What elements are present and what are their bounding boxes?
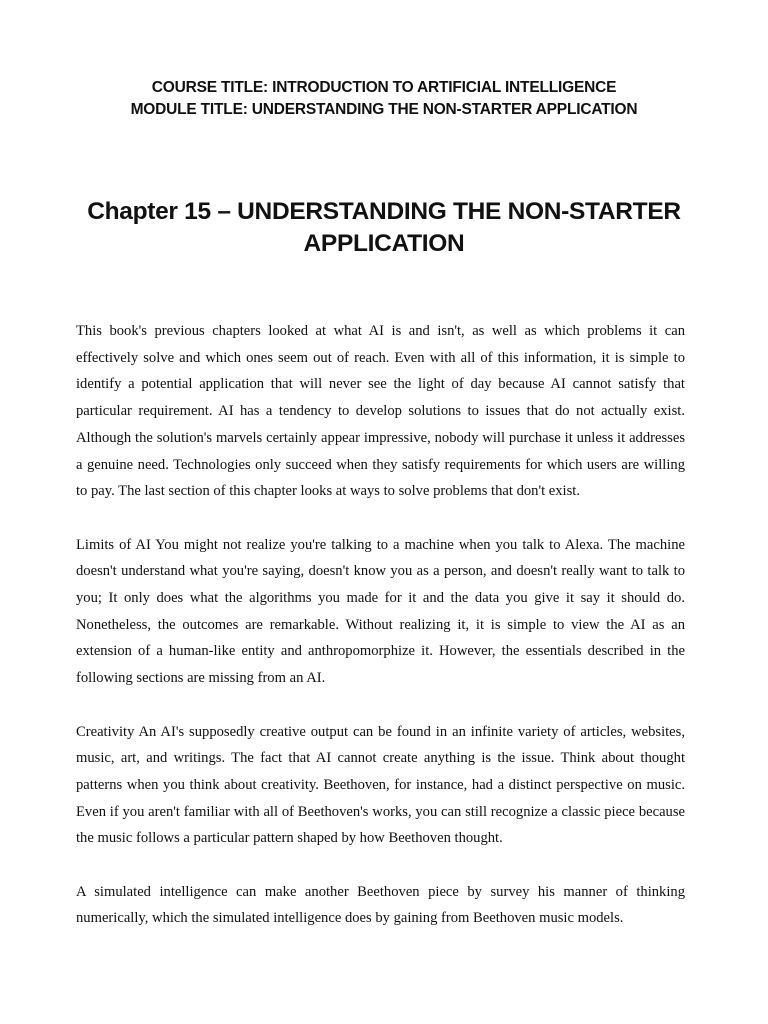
chapter-title: Chapter 15 – UNDERSTANDING THE NON-STARTER APPLICATION [87, 198, 681, 257]
paragraph-intro: This book's previous chapters looked at what AI is and isn't, as well as which problems it can effectively solve and which ones seem out of reach. Even with all of this information, it is simple to identify a potential application that will never see the light of day because AI cannot satisfy that particular requirement. AI has a tendency to develop solutions to issues that do not actually exist. Although the solution's marvels certainly appear impressive, nobody will purchase it unless it addresses a genuine need. Technologies only succeed when they satisfy requirements for which users are willing to pay. The last section of this chapter looks at ways to solve problems that don't exist. [76, 323, 685, 500]
course-title: COURSE TITLE: INTRODUCTION TO ARTIFICIAL INTELLIGENCE [151, 79, 617, 96]
paragraph-simulated-intelligence: A simulated intelligence can make another Beethoven piece by survey his manner of thinking numerically, which the simulated intelligence does by gaining from Beethoven music models. [76, 883, 685, 927]
body-text [76, 318, 685, 959]
paragraph-limits-of-ai: Limits of AI You might not realize you're talking to a machine when you talk to Alexa. The machine doesn't understand what you're saying, doesn't know you as a person, and doesn't really want to talk to you; It only does what the algorithms you made for it and the data you give it say it should do. Nonetheless, the outcomes are remarkable. Without realizing it, it is simple to view the AI as an extension of a human-like entity and anthropomorphize it. However, the essentials described in the following sections are missing from an AI. [76, 536, 685, 687]
course-header [0, 77, 768, 121]
module-title: MODULE TITLE: UNDERSTANDING THE NON-STARTER APPLICATION [130, 101, 638, 118]
paragraph-creativity: Creativity An AI's supposedly creative output can be found in an infinite variety of articles, websites, music, art, and writings. The fact that AI cannot create anything is the issue. Think about thought patterns when you think about creativity. Beethoven, for instance, had a distinct perspective on music. Even if you aren't familiar with all of Beethoven's works, you can still recognize a classic piece because the music follows a particular pattern shaped by how Beethoven thought. [76, 723, 685, 847]
